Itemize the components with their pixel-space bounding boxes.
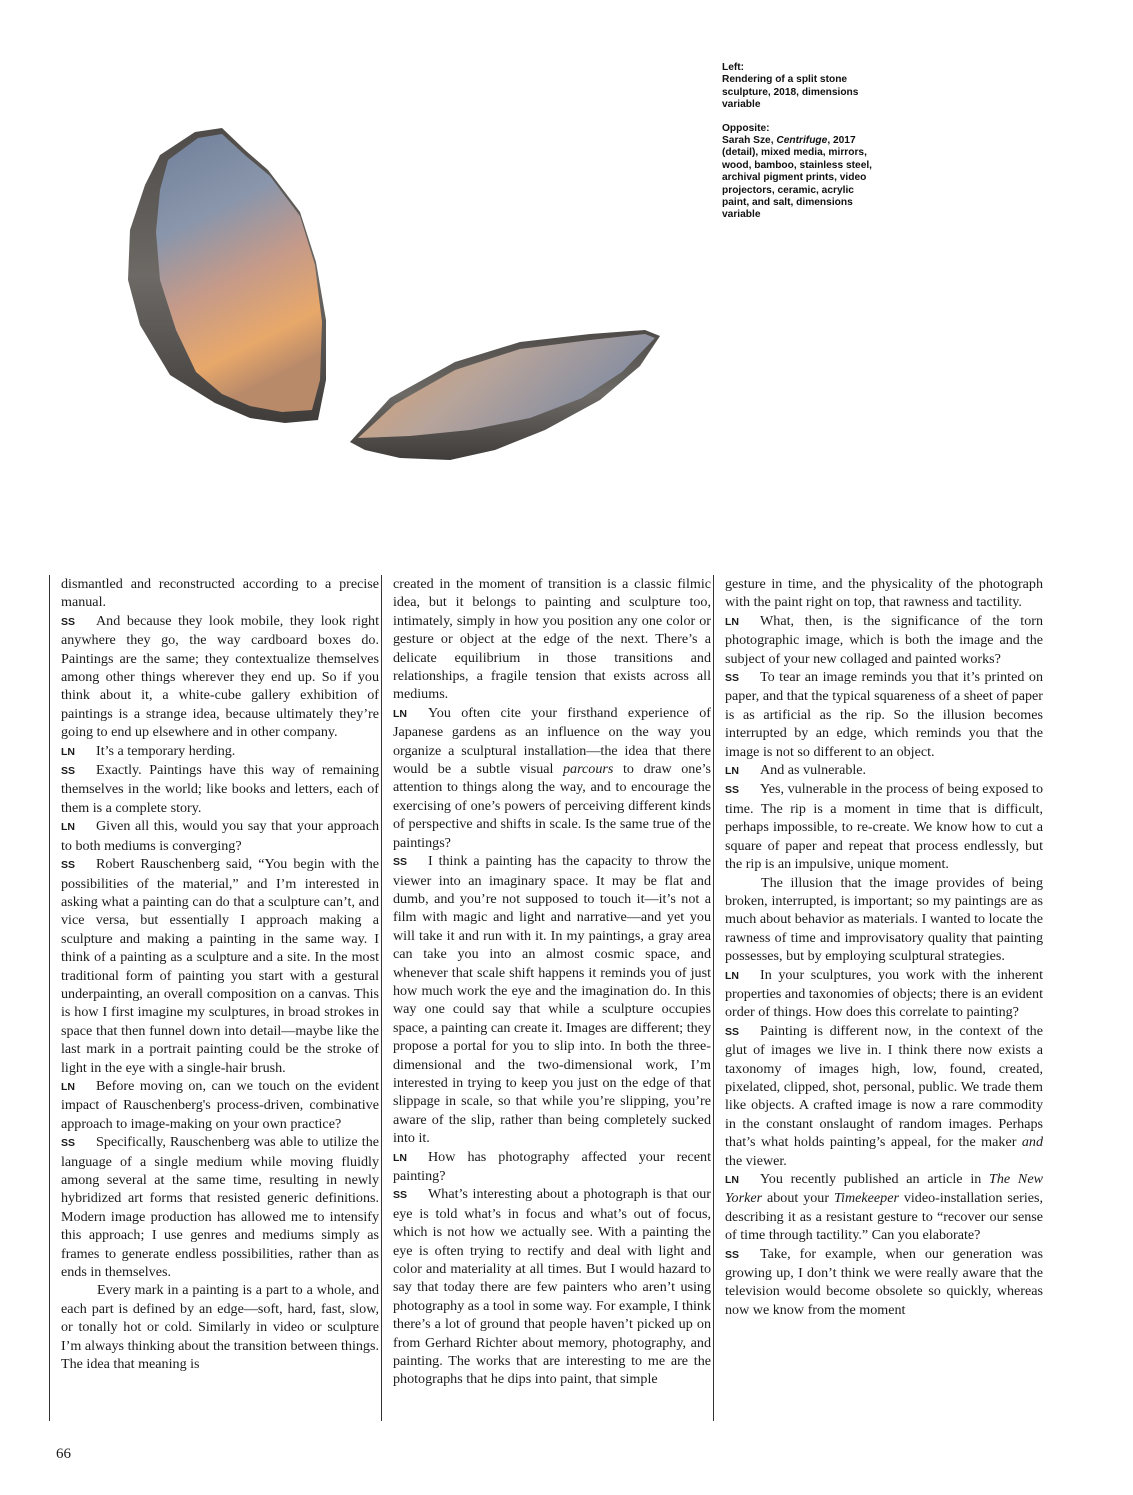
interview-paragraph	[725, 1245, 1043, 1320]
interview-paragraph	[725, 780, 1043, 873]
paragraph-text: Given all this, would you say that your approach to both mediums is converging?	[61, 818, 379, 854]
paragraph-text: How has photography affected your recent painting?	[393, 1148, 711, 1184]
page-number: 66	[56, 1446, 71, 1462]
italic-title: and	[1021, 1134, 1043, 1151]
paragraph-text: Robert Rauschenberg said, “You begin with the possibilities of the material,” and I’m interested in asking what a painting can do that a sculpture can’t, and vice versa, but essentially I approach making a sculpture and making a painting in the same way. I think of a painting as a sculpture and a site. In the most traditional form of painting you start with a gestural underpainting, an overall composition on a canvas. This is how I first imagine my sculptures, in broad strokes in space that then funnel down into detail—maybe like the last mark in a portrait painting could be the stroke of light in the eye with a single-hair brush.	[61, 856, 379, 1076]
speaker-label: SS	[725, 784, 740, 797]
figure-caption	[722, 62, 882, 233]
paragraph-text: Every mark in a painting is a part to a whole, and each part is defined by an edge—soft, hard, fast, slow, or tonally hot or cold. Similarly in video or sculpture I’m always thinking about the transition between things. The idea that meaning is	[61, 1282, 379, 1373]
speaker-label: LN	[725, 615, 739, 628]
paragraph-text: To tear an image reminds you that it’s printed on paper, and that the typical squareness of a sheet of paper is as artificial as the rip. So the illusion becomes interrupted by an edge, which reminds you that the image is not so different to an object.	[725, 669, 1043, 760]
paragraph-text: about your	[762, 1190, 834, 1207]
speaker-label: LN	[725, 765, 739, 778]
speaker-label: SS	[393, 856, 408, 869]
italic-title: Timekeeper	[833, 1190, 899, 1207]
interview-paragraph	[725, 966, 1043, 1022]
paragraph-text: And because they look mobile, they look right anywhere they go, the way cardboard boxes do. Paintings are the same; they contextualize themselves among other things wherever they end up. So if you think about it, a white-cube gallery exhibition of paintings is a strange idea, because ultimately they’re going to end up elsewhere and in other company.	[61, 612, 379, 741]
paragraph-text: Specifically, Rauschenberg was able to utilize the language of a single medium while moving fluidly among several at the same time, resulting in newly hybridized art forms that resisted generic definitions. Modern image production has allowed me to intensify this approach; I use genres and mediums simply as frames to generate endless possibilities, rather than as ends in themselves.	[61, 1134, 379, 1281]
interview-paragraph	[61, 855, 379, 1077]
paragraph-text: Painting is different now, in the context of the glut of images we live in. I think there now exists a taxonomy of images high, low, found, created, pixelated, clipped, shot, personal, public. We trade them like objects. A crafted image is now a rare commodity in the constant onslaught of random images. Perhaps that’s what holds painting’s appeal, for the maker	[725, 1022, 1043, 1151]
interview-paragraph	[393, 1148, 711, 1186]
paragraph-text: dismantled and reconstructed according to a precise manual.	[61, 576, 379, 611]
interview-paragraph	[393, 704, 711, 852]
italic-title: parcours	[563, 761, 614, 778]
paragraph-text: Exactly. Paintings have this way of remaining themselves in the world; like books and letters, each of them is a complete story.	[61, 762, 379, 816]
paragraph-text: to draw one’s attention to things along the way, and to encourage the exercising of one’s powers of perceiving different kinds of perspective and shifts in scale. Is the same true of the paintings?	[393, 761, 711, 851]
interview-paragraph	[393, 852, 711, 1148]
interview-paragraph	[725, 575, 1043, 612]
speaker-label: SS	[393, 1189, 408, 1202]
interview-paragraph	[393, 575, 711, 704]
interview-paragraph	[725, 1022, 1043, 1170]
paragraph-text: Before moving on, can we touch on the evident impact of Rauschenberg's process-driven, combinative approach to image-making on your own practice?	[61, 1077, 379, 1132]
speaker-label: SS	[61, 765, 76, 778]
speaker-label: LN	[725, 1174, 739, 1186]
paragraph-text: You recently published an article in	[760, 1171, 990, 1187]
speaker-label: SS	[61, 1137, 76, 1150]
interview-paragraph	[61, 817, 379, 855]
paragraph-text: created in the moment of transition is a classic filmic idea, but it belongs to painting and sculpture too, intimately, simply in how you position any one color or gesture or object at the edge of the next. There’s a delicate equilibrium in those transitions and relationships, a fragile tension that exists across all mediums.	[393, 576, 711, 703]
interview-paragraph	[61, 1077, 379, 1133]
paragraph-text: What, then, is the significance of the torn photographic image, which is both the image and the subject of your new collaged and painted works?	[725, 612, 1043, 667]
text-column-1	[49, 575, 379, 1421]
paragraph-text: The illusion that the image provides of being broken, interrupted, is important; so my paintings are as much about behavior as materials. I wanted to locate the rawness of time and improvisatory quality that painting possesses, but by employing sculptural strategies.	[725, 874, 1043, 965]
interview-paragraph	[725, 1170, 1043, 1245]
text-column-3	[713, 575, 1043, 1421]
speaker-label: LN	[393, 707, 407, 720]
speaker-label: SS	[61, 615, 76, 628]
speaker-label: SS	[725, 1025, 740, 1038]
speaker-label: LN	[393, 1151, 407, 1164]
interview-paragraph	[725, 668, 1043, 761]
paragraph-text: gesture in time, and the physicality of the photograph with the paint right on top, that rawness and tactility.	[725, 576, 1043, 611]
interview-paragraph	[61, 761, 379, 817]
interview-paragraph	[61, 1281, 379, 1373]
speaker-label: LN	[61, 745, 75, 758]
interview-paragraph	[725, 874, 1043, 966]
caption-opposite: Opposite: Sarah Sze, Centrifuge, 2017 (detail), mixed media, mirrors, wood, bamboo, stainless steel, archival pigment prints, video projectors, ceramic, acrylic paint, and salt, dimensions variable	[722, 122, 873, 221]
speaker-label: LN	[61, 1080, 75, 1093]
speaker-label: SS	[725, 672, 740, 685]
caption-left: Left: Rendering of a split stone sculpture, 2018, dimensions variable	[722, 62, 859, 111]
speaker-label: SS	[725, 1248, 740, 1261]
paragraph-text: the viewer.	[725, 1152, 787, 1169]
paragraph-text: You often cite your firsthand experience of Japanese gardens as an influence on the way you organize a sculptural installation—the idea that there would be a subtle visual	[393, 704, 711, 778]
speaker-label: SS	[61, 859, 76, 872]
split-stone-rendering	[0, 0, 1133, 560]
interview-paragraph	[61, 742, 379, 761]
interview-paragraph	[61, 575, 379, 612]
paragraph-text: Take, for example, when our generation was growing up, I don’t think we were really aware that the television would become obsolete so quickly, whereas now we know from the moment	[725, 1245, 1043, 1318]
speaker-label: LN	[61, 821, 75, 834]
paragraph-text: And as vulnerable.	[760, 762, 867, 779]
paragraph-text: I think a painting has the capacity to throw the viewer into an imaginary space. It may be flat and dumb, and you’re not supposed to touch it—it’s not a film with magic and light and narrative—and yet you will take it and run with it. In my paintings, a gray area can take you into an almost cosmic space, and whenever that scale shift happens it reminds you of just how much work the eye and the imagination do. In this way one could say that while a sculpture occupies space, a painting can create it. Images are different; they propose a portal for you to slip into. In both the three-dimensional and the two-dimensional work, I’m interested in trying to keep you just on the edge of that slippage in scale, so that while you’re slipping, you’re aware of the slip, rather than being completely sucked into it.	[393, 853, 711, 1147]
paragraph-text: Yes, vulnerable in the process of being exposed to time. The rip is a moment in time that is difficult, perhaps impossible, to re-create. We know how to cut a square of paper and repeat that process endlessly, but the rip is an impulsive, unique moment.	[725, 781, 1043, 873]
paragraph-text: It’s a temporary herding.	[96, 742, 236, 759]
interview-paragraph	[725, 612, 1043, 668]
interview-paragraph	[61, 1133, 379, 1281]
interview-paragraph	[393, 1185, 711, 1388]
stone-sculpture-image	[0, 0, 1133, 560]
text-column-2	[381, 575, 711, 1421]
interview-paragraph	[725, 761, 1043, 780]
paragraph-text: video-installation series, describing it as a resistant gesture to “recover our sense of time through tactility.” Can you elaborate?	[725, 1190, 1043, 1244]
interview-paragraph	[61, 612, 379, 742]
paragraph-text: In your sculptures, you work with the inherent properties and taxonomies of objects; there is an evident order of things. How does this correlate to painting?	[725, 966, 1043, 1021]
italic-title: The New Yorker	[725, 1171, 1043, 1207]
speaker-label: LN	[725, 969, 739, 982]
paragraph-text: What’s interesting about a photograph is that our eye is told what’s in focus and what’s out of focus, which is not how we actually see. With a painting the eye is often trying to rectify and deal with light and color and materiality at all times. But I would hazard to say that today there are few painters who aren’t using photography as a tool in some way. For example, I think there’s a lot of ground that people haven’t picked up on from Gerhard Richter about memory, photography, and painting. The works that are interesting to me are the photographs that he dips into paint, that simple	[393, 1186, 711, 1388]
